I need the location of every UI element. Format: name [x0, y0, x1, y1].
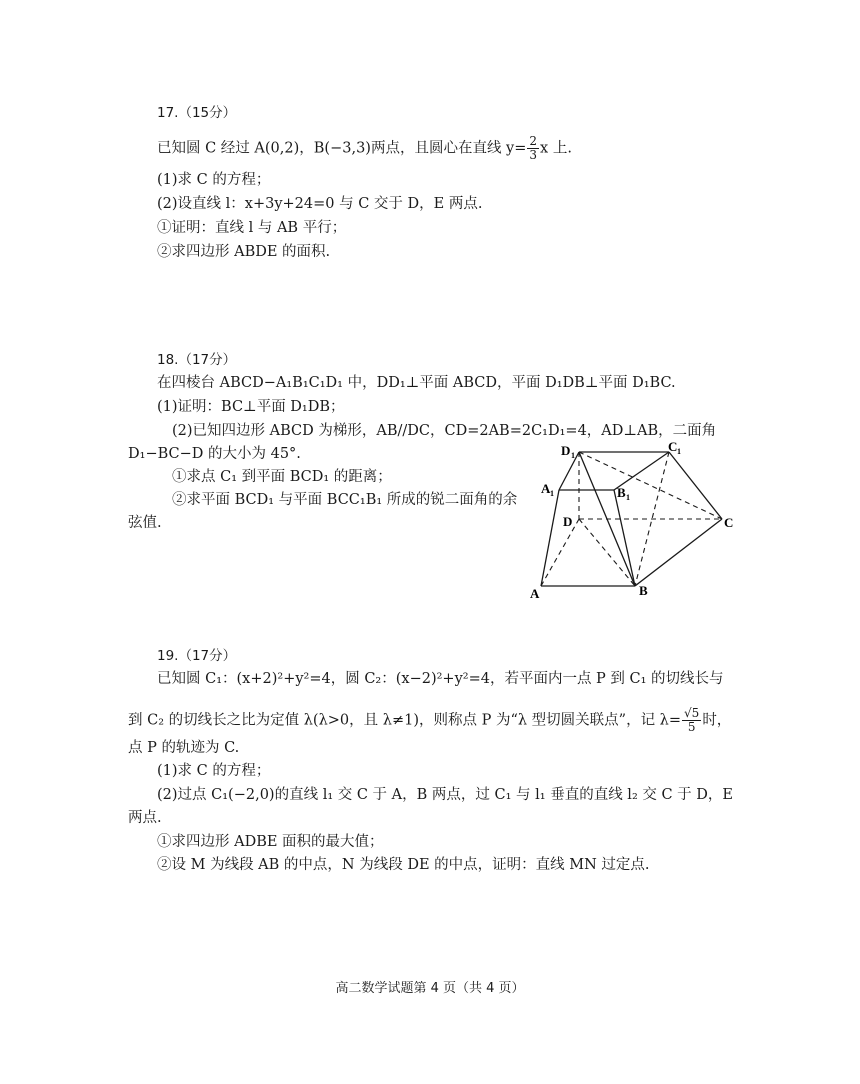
q18-part2a: ①求点 C₁ 到平面 BCD₁ 的距离；	[172, 469, 392, 485]
label-d1-sub: 1	[571, 451, 575, 460]
edge-d-b	[579, 519, 635, 586]
q19-part2b: ②设 M 为线段 AB 的中点，N 为线段 DE 的中点，证明：直线 MN 过定点.	[157, 857, 650, 873]
q17-part2: (2)设直线 l：x+3y+24=0 与 C 交于 D，E 两点.	[157, 196, 483, 212]
q19-stem-line2a: 到 C₂ 的切线长之比为定值 λ(λ>0，且 λ≠1)，则称点 P 为“λ 型切圆关联点”，记 λ=	[128, 712, 682, 729]
label-c1-sub: 1	[677, 447, 681, 456]
label-a: A	[530, 586, 540, 601]
q17-frac-den: 3	[529, 148, 538, 162]
frustum-figure	[520, 435, 750, 605]
label-a1-sub: 1	[550, 489, 554, 498]
q19-stem-line2	[128, 707, 731, 734]
q17-stem-b: x 上.	[540, 140, 572, 157]
label-d: D	[563, 514, 573, 529]
q17-fraction	[527, 135, 539, 162]
label-b1-sub: 1	[626, 493, 630, 502]
edge-b-c	[635, 519, 722, 586]
q17-frac-num: 2	[529, 134, 538, 148]
label-b: B	[639, 583, 648, 598]
q18-part2-line2: D₁−BC−D 的大小为 45°.	[128, 446, 301, 462]
q19-stem-line2b: 时，	[702, 712, 732, 729]
q17-stem	[157, 135, 572, 162]
label-b1: B	[617, 485, 626, 500]
q19-stem-line1: 已知圆 C₁：(x+2)²+y²=4，圆 C₂：(x−2)²+y²=4，若平面内一点 P 到 C₁ 的切线长与	[157, 671, 724, 687]
edge-b1-b	[614, 490, 635, 586]
page-footer: 高二数学试题第 4 页（共 4 页）	[335, 981, 525, 996]
q17-part2a: ①证明：直线 l 与 AB 平行；	[157, 220, 347, 236]
q18-part2-line1: (2)已知四边形 ABCD 为梯形，AB//DC，CD=2AB=2C₁D₁=4，AD⊥AB，二面角	[172, 423, 717, 439]
q17-part1: (1)求 C 的方程；	[157, 172, 271, 188]
edge-a1-a	[541, 490, 559, 586]
q19-part2-line1: (2)过点 C₁(−2,0)的直线 l₁ 交 C 于 A，B 两点，过 C₁ 与 l₁ 垂直的直线 l₂ 交 C 于 D，E	[157, 787, 733, 803]
q17-part2b: ②求四边形 ABDE 的面积.	[157, 244, 331, 260]
label-a1: A	[541, 481, 551, 496]
q18-stem: 在四棱台 ABCD−A₁B₁C₁D₁ 中，DD₁⊥平面 ABCD，平面 D₁DB⊥平面 D₁BC.	[157, 375, 676, 391]
q18-heading: 18.（17分）	[157, 352, 237, 368]
label-c1: C	[668, 439, 678, 454]
q17-heading: 17.（15分）	[157, 105, 237, 121]
q18-part2b-line2: 弦值.	[128, 515, 162, 531]
label-c: C	[724, 515, 734, 530]
q19-part2a: ①求四边形 ADBE 面积的最大值；	[157, 834, 384, 850]
q19-part1: (1)求 C 的方程；	[157, 763, 271, 779]
q19-fraction	[682, 707, 701, 734]
edge-d1-c	[579, 452, 722, 519]
q19-heading: 19.（17分）	[157, 648, 237, 664]
label-d1: D	[561, 443, 571, 458]
q17-stem-a: 已知圆 C 经过 A(0,2)，B(−3,3)两点，且圆心在直线 y=	[157, 140, 527, 157]
q19-frac-den: 5	[687, 720, 696, 734]
q18-part1: (1)证明：BC⊥平面 D₁DB；	[157, 399, 345, 415]
q19-frac-num: √5	[684, 706, 700, 720]
q18-part2b-line1: ②求平面 BCD₁ 与平面 BCC₁B₁ 所成的锐二面角的余	[172, 492, 518, 508]
q19-stem-line3: 点 P 的轨迹为 C.	[128, 740, 240, 756]
q19-part2-line2: 两点.	[128, 810, 162, 826]
edge-c1-c	[669, 452, 722, 519]
